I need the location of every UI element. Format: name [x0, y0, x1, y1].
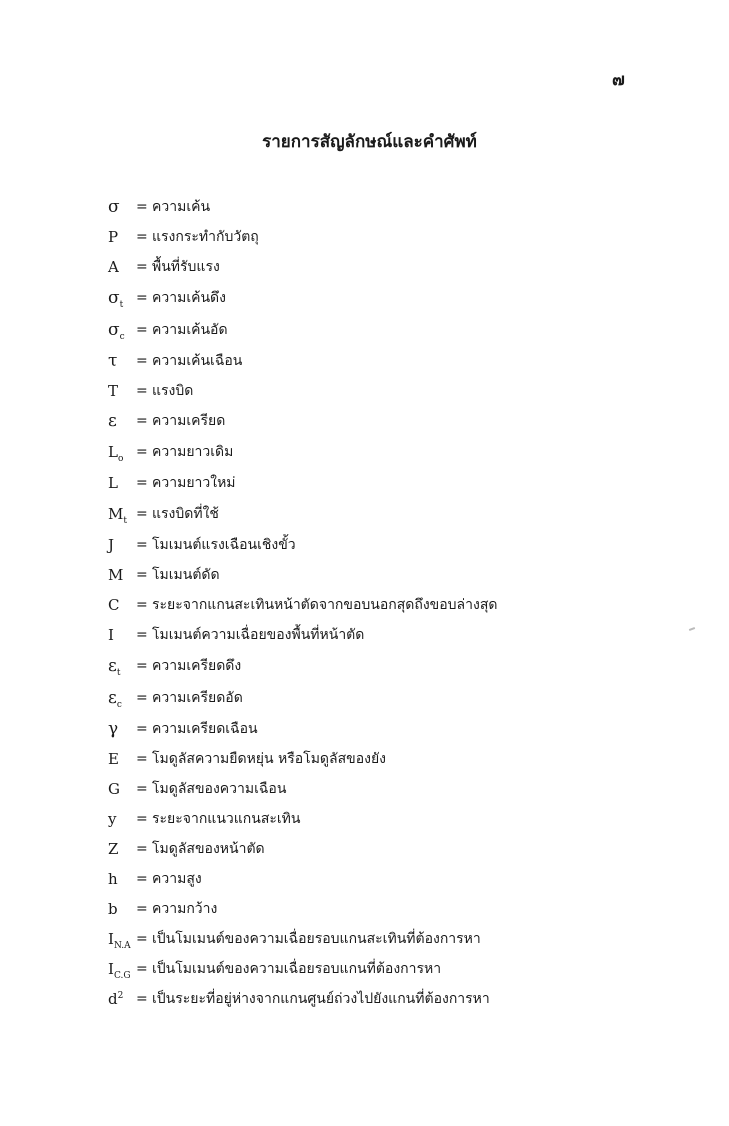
- symbol-subscript: o: [117, 454, 124, 464]
- symbol-base: σ: [108, 197, 120, 217]
- equals-sign: =: [136, 537, 148, 553]
- equals-sign: =: [136, 721, 148, 737]
- symbol-description: เป็นโมเมนต์ของความเฉื่อยรอบแกนที่ต้องการหา: [152, 961, 442, 977]
- symbol-description: เป็นโมเมนต์ของความเฉื่อยรอบแกนสะเทินที่ต้องการหา: [152, 931, 481, 947]
- symbol-subscript: t: [116, 668, 121, 678]
- symbol-entry: [104, 714, 704, 744]
- equals-sign: =: [136, 290, 148, 306]
- symbol-description: แรงกระทำกับวัตถุ: [152, 229, 259, 245]
- symbol-description: โมเมนต์ความเฉื่อยของพื้นที่หน้าตัด: [152, 627, 365, 643]
- symbol-base: b: [108, 900, 118, 918]
- symbol-base: M: [108, 566, 124, 584]
- symbol-description: ความสูง: [152, 871, 202, 887]
- symbol-entry: [104, 192, 704, 222]
- symbol-base: ε: [108, 656, 117, 676]
- equals-sign: =: [136, 841, 148, 857]
- symbol: [108, 650, 120, 682]
- equals-sign: =: [136, 199, 148, 215]
- symbol-subscript: C.G: [113, 971, 131, 981]
- symbol-description: พื้นที่รับแรง: [152, 259, 220, 275]
- symbol-description: แรงบิด: [152, 383, 194, 399]
- equals-sign: =: [136, 259, 148, 275]
- symbol-entry: [104, 560, 704, 590]
- page-title: รายการสัญลักษณ์และคำศัพท์: [262, 132, 477, 152]
- equals-sign: =: [136, 229, 148, 245]
- symbol-description: ความยาวใหม่: [152, 475, 236, 491]
- symbol-base: γ: [108, 719, 119, 739]
- symbol-description: ระยะจากแกนสะเทินหน้าตัดจากขอบนอกสุดถึงขอบล่างสุด: [152, 597, 498, 613]
- equals-sign: =: [136, 961, 148, 977]
- page-number: ๗: [612, 70, 625, 90]
- equals-sign: =: [136, 353, 148, 369]
- symbol: [108, 894, 118, 924]
- symbol-description: ความยาวเดิม: [152, 444, 234, 460]
- symbol-base: σ: [108, 288, 120, 308]
- symbol: [108, 436, 123, 468]
- symbol: [108, 560, 123, 590]
- equals-sign: =: [136, 475, 148, 491]
- symbol-base: M: [108, 505, 124, 523]
- symbol: [108, 954, 131, 984]
- symbol: [108, 530, 114, 560]
- symbol-description: ความเค้นดึง: [152, 290, 226, 306]
- equals-sign: =: [136, 811, 148, 827]
- symbol: [108, 346, 117, 376]
- symbol-base: T: [108, 382, 119, 400]
- symbol-subscript: N.A: [113, 941, 131, 951]
- symbol-description: ความเค้นเฉือน: [152, 353, 243, 369]
- symbol-description: แรงบิดที่ใช้: [152, 506, 219, 522]
- symbol-base: d: [108, 990, 118, 1008]
- symbol-entry: [104, 590, 704, 620]
- symbol-base: y: [108, 810, 117, 828]
- symbol-entry: [104, 620, 704, 650]
- symbol-superscript: 2: [117, 991, 124, 1001]
- symbol-entry: [104, 682, 704, 714]
- symbol: [108, 590, 119, 620]
- equals-sign: =: [136, 444, 148, 460]
- equals-sign: =: [136, 781, 148, 797]
- symbol-description: ความเค้นอัด: [152, 322, 228, 338]
- symbol: [108, 192, 120, 222]
- symbol-description: ระยะจากแนวแกนสะเทิน: [152, 811, 301, 827]
- equals-sign: =: [136, 931, 148, 947]
- symbol: [108, 498, 127, 530]
- symbol-base: τ: [108, 351, 118, 371]
- symbol-entry: [104, 804, 704, 834]
- symbol-base: ε: [108, 411, 117, 431]
- symbol-entry: [104, 406, 704, 436]
- symbol-description: โมเมนต์ดัด: [152, 567, 220, 583]
- symbol: [108, 282, 123, 314]
- symbol-entry: [104, 924, 704, 954]
- equals-sign: =: [136, 901, 148, 917]
- equals-sign: =: [136, 383, 148, 399]
- symbol-base: P: [108, 228, 119, 246]
- symbol-entry: [104, 314, 704, 346]
- symbol-description: เป็นระยะที่อยู่ห่างจากแกนศูนย์ถ่วงไปยังแกนที่ต้องการหา: [152, 991, 490, 1007]
- symbol-description: ความเครียดดึง: [152, 658, 242, 674]
- symbol-base: I: [108, 960, 114, 978]
- symbol-base: A: [108, 258, 119, 276]
- symbol-entry: [104, 774, 704, 804]
- symbol-entry: [104, 954, 704, 984]
- symbol-entry: [104, 864, 704, 894]
- symbol-base: G: [108, 780, 120, 798]
- equals-sign: =: [136, 322, 148, 338]
- symbol-entry: [104, 252, 704, 282]
- symbol-subscript: c: [116, 700, 122, 710]
- symbol-base: Z: [108, 840, 119, 858]
- equals-sign: =: [136, 871, 148, 887]
- equals-sign: =: [136, 413, 148, 429]
- symbol-entry: [104, 834, 704, 864]
- symbol-base: ε: [108, 688, 117, 708]
- symbol-description: ความเค้น: [152, 199, 211, 215]
- symbol-description: โมเมนต์แรงเฉือนเชิงขั้ว: [152, 537, 296, 553]
- symbol-base: J: [108, 536, 115, 554]
- symbol: [108, 376, 118, 406]
- symbol-base: h: [108, 870, 118, 888]
- symbol-base: L: [108, 443, 118, 461]
- symbol-description: ความกว้าง: [152, 901, 218, 917]
- symbol-entry: [104, 222, 704, 252]
- symbol-entry: [104, 984, 704, 1014]
- symbol-base: σ: [108, 320, 120, 340]
- symbol-entry: [104, 376, 704, 406]
- symbol-entry: [104, 346, 704, 376]
- symbol: [108, 682, 122, 714]
- symbol-entry: [104, 530, 704, 560]
- symbol-entry: [104, 282, 704, 314]
- symbol-entry: [104, 468, 704, 498]
- symbol: [108, 222, 118, 252]
- symbol-subscript: t: [123, 516, 127, 526]
- symbol-entry: [104, 894, 704, 924]
- equals-sign: =: [136, 567, 148, 583]
- symbol-base: I: [108, 626, 114, 644]
- symbol-subscript: c: [119, 332, 125, 342]
- symbol-entry: [104, 436, 704, 468]
- symbol: [108, 314, 125, 346]
- symbol: [108, 468, 118, 498]
- symbol: [108, 620, 114, 650]
- symbol-entry: [104, 744, 704, 774]
- symbol-base: I: [108, 930, 114, 948]
- symbol: [108, 252, 119, 282]
- equals-sign: =: [136, 751, 148, 767]
- equals-sign: =: [136, 658, 148, 674]
- symbol-base: E: [108, 750, 119, 768]
- symbol-entry: [104, 498, 704, 530]
- symbol: [108, 804, 116, 834]
- symbol-description: ความเครียด: [152, 413, 226, 429]
- symbol-description: โมดูลัสของหน้าตัด: [152, 841, 265, 857]
- symbol-description: โมดูลัสของความเฉือน: [152, 781, 287, 797]
- symbol-base: C: [108, 596, 120, 614]
- symbol: [108, 834, 118, 864]
- symbol: [108, 774, 120, 804]
- symbol: [108, 924, 131, 954]
- equals-sign: =: [136, 597, 148, 613]
- symbol: [108, 714, 118, 744]
- symbol: [108, 744, 119, 774]
- symbol: [108, 984, 123, 1014]
- equals-sign: =: [136, 506, 148, 522]
- equals-sign: =: [136, 627, 148, 643]
- symbol-entry: [104, 650, 704, 682]
- equals-sign: =: [136, 991, 148, 1007]
- symbol-base: L: [108, 474, 118, 492]
- equals-sign: =: [136, 690, 148, 706]
- symbol-subscript: t: [119, 300, 124, 310]
- symbol-description: ความเครียดอัด: [152, 690, 243, 706]
- symbol: [108, 406, 117, 436]
- symbol-description: โมดูลัสความยืดหยุ่น หรือโมดูลัสของยัง: [152, 751, 387, 767]
- symbol-list: [104, 192, 704, 1014]
- symbol: [108, 864, 118, 894]
- symbol-description: ความเครียดเฉือน: [152, 721, 258, 737]
